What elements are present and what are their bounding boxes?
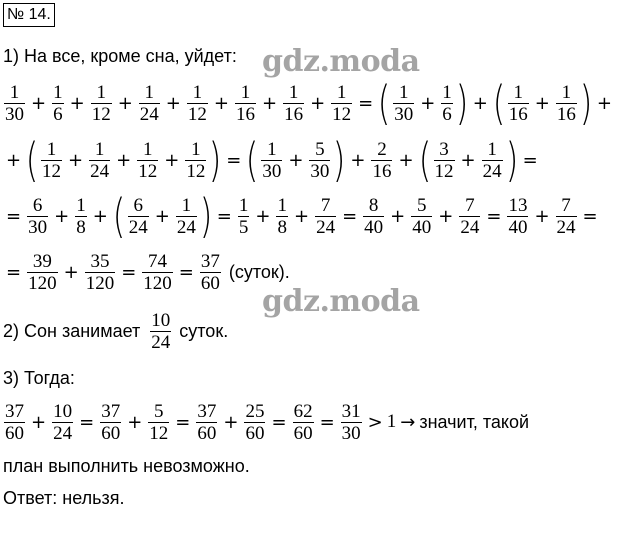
symbol-plus: + bbox=[68, 149, 84, 171]
symbol-plus: + bbox=[596, 92, 612, 114]
denominator: 120 bbox=[28, 272, 57, 294]
denominator: 6 bbox=[442, 103, 452, 125]
symbol-lparen: ( bbox=[25, 133, 39, 187]
fraction bbox=[75, 195, 87, 238]
symbol-plus: + bbox=[438, 205, 454, 227]
denominator: 40 bbox=[364, 216, 384, 238]
numerator: 1 bbox=[96, 81, 106, 103]
symbol-plus: + bbox=[310, 92, 326, 114]
fraction bbox=[556, 82, 577, 125]
symbol-equals: = bbox=[358, 92, 374, 114]
symbol-equals: = bbox=[121, 261, 137, 283]
denominator: 24 bbox=[139, 103, 159, 125]
fraction bbox=[315, 195, 336, 238]
symbol-plus: + bbox=[116, 149, 132, 171]
fraction bbox=[276, 195, 288, 238]
numerator: 1 bbox=[46, 138, 57, 160]
denominator: 60 bbox=[5, 422, 24, 444]
numerator: 1 bbox=[277, 194, 287, 216]
fraction bbox=[27, 195, 48, 238]
numerator: 7 bbox=[465, 194, 475, 216]
symbol-plus: + bbox=[69, 92, 85, 114]
fraction bbox=[89, 139, 110, 182]
denominator: 24 bbox=[482, 160, 502, 182]
fraction bbox=[100, 401, 121, 444]
fraction bbox=[309, 139, 330, 182]
symbol-plus: + bbox=[164, 149, 180, 171]
symbol-equals: = bbox=[216, 205, 232, 227]
denominator: 60 bbox=[101, 422, 121, 444]
fraction bbox=[459, 195, 480, 238]
denominator: 24 bbox=[151, 331, 171, 353]
symbol-plus: + bbox=[534, 92, 550, 114]
symbol-plus: + bbox=[154, 205, 170, 227]
denominator: 40 bbox=[412, 216, 432, 238]
symbol-equals: = bbox=[79, 411, 95, 433]
symbol-plus: + bbox=[460, 149, 476, 171]
numerator: 25 bbox=[245, 400, 265, 422]
numerator: 1 bbox=[398, 81, 409, 103]
fraction bbox=[52, 82, 64, 125]
denominator: 12 bbox=[149, 422, 169, 444]
symbol-rparen: ) bbox=[505, 133, 518, 187]
denominator: 12 bbox=[186, 160, 206, 182]
numerator: 1 bbox=[142, 138, 153, 160]
denominator: 60 bbox=[200, 272, 220, 294]
symbol-plus: + bbox=[6, 149, 22, 171]
denominator: 120 bbox=[143, 272, 172, 294]
symbol-plus: + bbox=[420, 92, 436, 114]
fraction bbox=[507, 195, 528, 238]
numerator: 5 bbox=[417, 194, 427, 216]
numerator: 1 bbox=[240, 81, 251, 103]
symbol-equals: = bbox=[319, 411, 335, 433]
numerator: 1 bbox=[192, 81, 203, 103]
watermark-top: gdz.moda bbox=[262, 44, 420, 79]
denominator: 12 bbox=[91, 103, 111, 125]
symbol-lparen: ( bbox=[377, 76, 391, 130]
numerator: 3 bbox=[439, 138, 449, 160]
numerator: 8 bbox=[368, 194, 379, 216]
fraction bbox=[4, 82, 25, 125]
fraction bbox=[235, 82, 256, 125]
symbol-plus: + bbox=[390, 205, 406, 227]
symbol-equals: = bbox=[178, 261, 194, 283]
numerator: 1 bbox=[238, 194, 249, 216]
denominator: 24 bbox=[460, 216, 480, 238]
denominator: 8 bbox=[277, 216, 287, 238]
symbol-equals: = bbox=[6, 205, 22, 227]
fraction bbox=[128, 195, 149, 238]
denominator: 16 bbox=[284, 103, 304, 125]
fraction bbox=[137, 139, 158, 182]
numerator: 39 bbox=[32, 250, 52, 272]
denominator: 60 bbox=[245, 422, 265, 444]
symbol-one: 1 bbox=[386, 411, 397, 432]
denominator: 12 bbox=[138, 160, 158, 182]
numerator: 1 bbox=[191, 138, 201, 160]
conclusion-tail: значит, такой bbox=[419, 411, 530, 432]
symbol-plus: + bbox=[54, 205, 70, 227]
numerator: 37 bbox=[197, 400, 217, 422]
step2-suffix: суток. bbox=[179, 320, 229, 341]
numerator: 1 bbox=[9, 81, 20, 103]
symbol-plus: + bbox=[472, 92, 488, 114]
fraction bbox=[41, 139, 62, 182]
numerator: 1 bbox=[94, 138, 105, 160]
fraction bbox=[261, 139, 282, 182]
denominator: 24 bbox=[90, 160, 110, 182]
numerator: 2 bbox=[377, 138, 387, 160]
fraction bbox=[52, 401, 73, 444]
numerator: 13 bbox=[508, 194, 528, 216]
symbol-plus: + bbox=[63, 261, 79, 283]
denominator: 16 bbox=[556, 103, 576, 125]
numerator: 74 bbox=[148, 250, 168, 272]
fraction bbox=[150, 310, 171, 353]
denominator: 30 bbox=[310, 160, 330, 182]
numerator: 10 bbox=[151, 309, 171, 331]
fraction bbox=[148, 401, 169, 444]
symbol-plus: + bbox=[127, 411, 143, 433]
denominator: 40 bbox=[508, 216, 528, 238]
denominator: 8 bbox=[76, 216, 86, 238]
fraction bbox=[4, 401, 25, 444]
symbol-rparen: ) bbox=[199, 189, 213, 243]
denominator: 12 bbox=[434, 160, 454, 182]
fraction bbox=[91, 82, 112, 125]
denominator: 6 bbox=[53, 103, 63, 125]
denominator: 24 bbox=[176, 216, 196, 238]
denominator: 16 bbox=[508, 103, 528, 125]
fraction bbox=[85, 251, 116, 294]
symbol-equals: = bbox=[226, 149, 242, 171]
numerator: 1 bbox=[181, 194, 192, 216]
fraction bbox=[27, 251, 58, 294]
numerator: 1 bbox=[144, 81, 155, 103]
numerator: 37 bbox=[200, 250, 220, 272]
numerator: 37 bbox=[5, 400, 24, 422]
symbol-equals: = bbox=[486, 205, 502, 227]
fraction bbox=[556, 195, 577, 238]
symbol-plus: + bbox=[117, 92, 133, 114]
symbol-rparen: ) bbox=[579, 76, 593, 130]
equation-line-3 bbox=[2, 189, 602, 243]
watermark-middle: gdz.moda bbox=[262, 284, 420, 319]
symbol-rparen: ) bbox=[455, 76, 469, 130]
numerator: 31 bbox=[341, 400, 361, 422]
equation-line-5 bbox=[2, 395, 529, 449]
fraction bbox=[200, 251, 221, 294]
numerator: 5 bbox=[154, 400, 164, 422]
symbol-plus: + bbox=[350, 149, 366, 171]
denominator: 12 bbox=[332, 103, 352, 125]
denominator: 12 bbox=[187, 103, 207, 125]
conclusion-line-2: план выполнить невозможно. bbox=[3, 456, 250, 476]
symbol-rparen: ) bbox=[209, 133, 222, 187]
fraction bbox=[283, 82, 304, 125]
answer-line: Ответ: нельзя. bbox=[3, 488, 125, 508]
denominator: 60 bbox=[293, 422, 313, 444]
fraction bbox=[142, 251, 173, 294]
numerator: 6 bbox=[133, 194, 143, 216]
symbol-plus: + bbox=[92, 205, 108, 227]
denominator: 120 bbox=[85, 272, 115, 294]
numerator: 62 bbox=[293, 400, 313, 422]
numerator: 7 bbox=[320, 194, 331, 216]
denominator: 30 bbox=[341, 422, 361, 444]
numerator: 1 bbox=[53, 81, 63, 103]
denominator: 24 bbox=[316, 216, 336, 238]
numerator: 1 bbox=[561, 81, 572, 103]
fraction bbox=[139, 82, 160, 125]
numerator: 1 bbox=[288, 81, 299, 103]
denominator: 16 bbox=[372, 160, 392, 182]
fraction bbox=[187, 82, 208, 125]
symbol-plus: + bbox=[398, 149, 414, 171]
symbol-equals: = bbox=[271, 411, 287, 433]
numerator: 1 bbox=[336, 81, 347, 103]
fraction bbox=[244, 401, 265, 444]
fraction bbox=[393, 82, 414, 125]
fraction bbox=[363, 195, 384, 238]
symbol-equals: = bbox=[6, 261, 22, 283]
task-number: № 14. bbox=[3, 3, 55, 27]
equation-line-1 bbox=[2, 76, 616, 130]
denominator: 30 bbox=[394, 103, 414, 125]
denominator: 60 bbox=[197, 422, 217, 444]
symbol-lparen: ( bbox=[112, 189, 126, 243]
numerator: 1 bbox=[442, 81, 452, 103]
fraction bbox=[196, 401, 217, 444]
numerator: 7 bbox=[561, 194, 571, 216]
denominator: 12 bbox=[42, 160, 62, 182]
symbol-plus: + bbox=[288, 149, 304, 171]
symbol-plus: + bbox=[255, 205, 271, 227]
symbol-arrow: → bbox=[400, 411, 416, 433]
numerator: 1 bbox=[513, 81, 524, 103]
denominator: 24 bbox=[128, 216, 148, 238]
symbol-lparen: ( bbox=[418, 133, 431, 187]
denominator: 30 bbox=[262, 160, 282, 182]
numerator: 6 bbox=[32, 194, 43, 216]
step2-line bbox=[2, 304, 228, 358]
numerator: 1 bbox=[267, 138, 277, 160]
fraction bbox=[238, 195, 250, 238]
fraction bbox=[185, 139, 206, 182]
denominator: 16 bbox=[235, 103, 255, 125]
fraction bbox=[371, 139, 392, 182]
denominator: 5 bbox=[238, 216, 249, 238]
fraction bbox=[411, 195, 432, 238]
fraction bbox=[482, 139, 503, 182]
fraction bbox=[508, 82, 529, 125]
fraction bbox=[341, 401, 362, 444]
symbol-plus: + bbox=[31, 92, 47, 114]
numerator: 35 bbox=[90, 250, 110, 272]
symbol-equals: = bbox=[582, 205, 598, 227]
denominator: 24 bbox=[53, 422, 73, 444]
fraction bbox=[176, 195, 197, 238]
symbol-lparen: ( bbox=[492, 76, 506, 130]
symbol-equals: = bbox=[342, 205, 358, 227]
fraction bbox=[434, 139, 455, 182]
denominator: 30 bbox=[28, 216, 48, 238]
step1-label: 1) На все, кроме сна, уйдет: bbox=[3, 46, 237, 66]
symbol-plus: + bbox=[165, 92, 181, 114]
fraction bbox=[331, 82, 352, 125]
symbol-plus: + bbox=[261, 92, 278, 114]
symbol-rparen: ) bbox=[333, 133, 346, 187]
numerator: 37 bbox=[101, 400, 121, 422]
symbol-plus: + bbox=[31, 411, 47, 433]
symbol-equals: = bbox=[522, 149, 538, 171]
denominator: 30 bbox=[5, 103, 24, 125]
numerator: 5 bbox=[315, 138, 325, 160]
fraction bbox=[441, 82, 453, 125]
numerator: 1 bbox=[76, 194, 86, 216]
step3-label: 3) Тогда: bbox=[3, 368, 75, 388]
symbol-plus: + bbox=[223, 411, 239, 433]
step2-prefix: 2) Сон занимает bbox=[3, 320, 141, 341]
symbol-plus: + bbox=[213, 92, 229, 114]
symbol-greater: > bbox=[367, 411, 383, 433]
equation-line-2 bbox=[2, 133, 542, 187]
numerator: 10 bbox=[53, 400, 73, 422]
symbol-equals: = bbox=[175, 411, 191, 433]
equation-line-4 bbox=[2, 245, 290, 299]
units-days: (суток). bbox=[228, 261, 290, 282]
numerator: 1 bbox=[487, 138, 497, 160]
symbol-lparen: ( bbox=[246, 133, 259, 187]
symbol-plus: + bbox=[534, 205, 550, 227]
fraction bbox=[293, 401, 314, 444]
denominator: 24 bbox=[556, 216, 576, 238]
symbol-plus: + bbox=[293, 205, 310, 227]
